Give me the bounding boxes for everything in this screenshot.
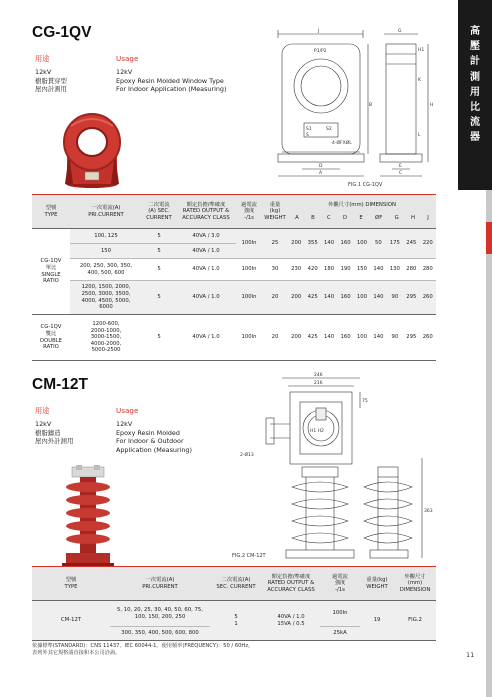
col-dimension: 外觀尺寸 (mm) DIMENSION — [394, 567, 436, 601]
dim-label-height: 363 — [424, 509, 433, 514]
col-pri: 一次電流(A) PRI.CURRENT — [110, 567, 210, 601]
cg1qv-title: CG-1QV — [32, 24, 92, 41]
table-row: CM-12T 5, 10, 20, 25, 30, 40, 50, 60, 75, 100, 150, 200, 250 5 1 40VA / 1.0 15VA / 0.5 100In 19 FIG.2 — [32, 601, 436, 627]
terminal-label-h1h2: H1 H2 — [310, 429, 324, 434]
footnote: 依據標準(STANDARD)：CNS 11437、IEC 60044-1。使用頻率(FREQUENCY)：50 / 60Hz。 表列外其它規格請直接和本公司洽詢。 — [32, 643, 254, 657]
terminal-label-p1p2: P1/P2 — [314, 49, 327, 54]
table-row: 1200, 1500, 2000, 2500, 3000, 3500, 4000, 4500, 5000, 6000 5 40VA / 1.0 100In 20 200 425 140 160 100 140 90 295 260 — [32, 281, 436, 315]
cm12t-desc-zh: 12kV 樹脂鑄造 屋內外計測用 — [35, 420, 74, 446]
side-strip — [486, 190, 492, 222]
dim-label-b: B — [369, 103, 373, 108]
dim-label-a: A — [319, 171, 323, 176]
cg1qv-usage-zh: 用途 — [35, 54, 50, 63]
cm12t-product-photo — [58, 465, 118, 570]
cg1qv-figure-caption: FIG.1 CG-1QV — [348, 182, 383, 188]
table-row: 200, 250, 300, 350, 400, 500, 600 5 40VA / 1.0 100In 30 230 420 180 190 150 140 130 280 280 — [32, 259, 436, 281]
col-strength: 過電流 強度 -/1s — [320, 567, 360, 601]
cg1qv-technical-drawing — [268, 24, 454, 188]
side-strip-active — [486, 222, 492, 254]
dim-label-l: L — [418, 133, 421, 138]
table-row: 300, 350, 400, 500, 600, 800 25kA — [32, 627, 436, 641]
cg1qv-usage-en: Usage — [116, 54, 139, 63]
type-cell: CG-1QV 單比 SINGLE RATIO — [32, 229, 70, 315]
terminal-label-s: S — [306, 133, 309, 138]
dim-label-j: J — [318, 29, 320, 34]
col-rated: 額定負擔/準確度 RATED OUTPUT & ACCURACY CLASS — [262, 567, 320, 601]
table-row: CG-1QV 單比 SINGLE RATIO 100, 125 5 40VA / 3.0 100In 25 200 355 140 160 100 50 175 245 220 — [32, 229, 436, 244]
cg1qv-spec-table — [32, 194, 436, 361]
cm12t-technical-drawing — [230, 372, 436, 572]
cg1qv-desc-en: 12kV Epoxy Resin Molded Window Type For Indoor Application (Measuring) — [116, 68, 227, 94]
cm12t-spec-table — [32, 566, 436, 641]
dim-label-c: C — [399, 171, 403, 176]
side-category-tab — [458, 0, 492, 190]
side-strip — [486, 254, 492, 697]
hole-label: 4-ØFXØL — [332, 141, 352, 146]
col-weight: 重量 (kg) WEIGHT — [262, 195, 288, 229]
side-tab-title: 高 壓 計 測 用 比 流 器 — [470, 26, 480, 144]
dim-label-k: K — [418, 78, 421, 83]
cg1qv-product-photo — [55, 110, 130, 190]
dim-label-h: H — [430, 103, 434, 108]
hole-label: 2-Ø13 — [240, 453, 254, 458]
col-rated: 額定負擔/準確度 RATED OUTPUT & ACCURACY CLASS — [176, 195, 236, 229]
col-dimension: 外觀尺寸(mm) DIMENSION A B C D E ØF G H J — [288, 195, 436, 229]
cm12t-usage-zh: 用途 — [35, 406, 50, 415]
page-number: 11 — [466, 651, 475, 659]
dim-label-e: E — [399, 164, 402, 169]
table-row: 150 5 40VA / 1.0 — [32, 244, 436, 259]
table-row: CG-1QV 雙比 DOUBLE RATIO 1200-600, 2000-1000, 3000-1500, 4000-2000, 5000-2500 5 40VA / 1.0 100In 20 200 425 140 160 100 140 90 295 260 — [32, 315, 436, 361]
cm12t-desc-en: 12kV Epoxy Resin Molded For Indoor & Outdoor Application (Measuring) — [116, 420, 192, 454]
col-strength: 過電流 強度 -/1s — [236, 195, 262, 229]
dim-label-g: G — [398, 29, 402, 34]
col-type: 型號 TYPE — [32, 195, 70, 229]
cm12t-figure-caption: FIG.2 CM-12T — [232, 553, 266, 559]
dim-label-246: 246 — [314, 373, 323, 378]
dim-label-216: 216 — [314, 381, 323, 386]
terminal-label-s2: S2 — [326, 127, 332, 132]
dim-label-d: D — [319, 164, 323, 169]
col-weight: 重量(kg) WEIGHT — [360, 567, 394, 601]
col-type: 型號 TYPE — [32, 567, 110, 601]
type-cell: CG-1QV 雙比 DOUBLE RATIO — [32, 315, 70, 361]
dim-label-75: 75 — [362, 399, 368, 404]
cm12t-title: CM-12T — [32, 376, 88, 393]
cg1qv-desc-zh: 12kV 樹脂貫穿型 屋內計測用 — [35, 68, 67, 94]
col-pri: 一次電流(A) PRI.CURRENT — [70, 195, 142, 229]
col-sec: 二次電流(A) SEC. CURRENT — [210, 567, 262, 601]
col-sec: 二次電流 (A) SEC. CURRENT — [142, 195, 176, 229]
dim-label-h1: H1 — [418, 48, 425, 53]
cm12t-usage-en: Usage — [116, 406, 139, 415]
terminal-label-s1: S1 — [306, 127, 312, 132]
